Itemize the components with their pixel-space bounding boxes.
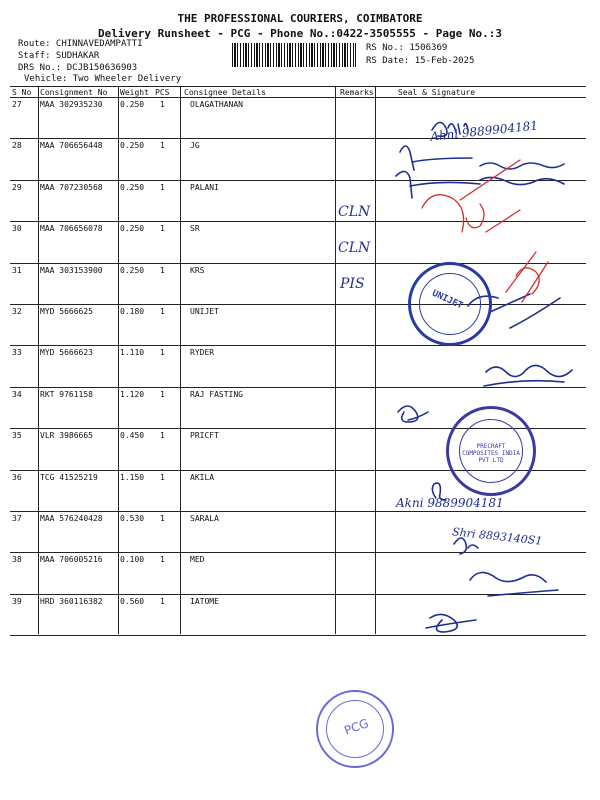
- runsheet-table: [10, 86, 586, 636]
- remark-text: PIS: [340, 276, 365, 292]
- pcs-value: 1: [160, 141, 165, 151]
- consignment-number: MAA 302935230: [40, 100, 103, 109]
- column-header: Remarks: [340, 88, 374, 97]
- serial-number: 37: [12, 514, 22, 523]
- weight-value: 0.250: [120, 182, 145, 192]
- column-header: Seal & Signature: [398, 88, 476, 97]
- pcs-value: 1: [160, 182, 165, 192]
- pcs-value: 1: [160, 596, 165, 606]
- serial-number: 39: [12, 596, 22, 606]
- consignment-number: HRD 360116382: [40, 596, 103, 606]
- pcs-value: 1: [160, 265, 165, 275]
- serial-number: 34: [12, 389, 22, 399]
- consignee-name: MED: [190, 555, 205, 565]
- consignment-number: MYD 5666625: [40, 307, 93, 316]
- column-header: S No: [12, 88, 32, 97]
- unijet-stamp: UNIJET: [408, 262, 492, 346]
- pcs-value: 1: [160, 307, 165, 316]
- serial-number: 30: [12, 224, 22, 234]
- consignment-number: MYD 5666623: [40, 348, 93, 358]
- serial-number: 36: [12, 472, 22, 482]
- serial-number: 32: [12, 307, 22, 316]
- pcs-value: 1: [160, 431, 165, 441]
- consignee-name: PRICFT: [190, 431, 219, 441]
- rs-date: RS Date: 15-Feb-2025: [366, 56, 475, 66]
- rs-number: RS No.: 1506369: [366, 43, 448, 53]
- row-divider: [10, 304, 586, 305]
- serial-number: 38: [12, 555, 22, 565]
- serial-number: 27: [12, 100, 22, 109]
- weight-value: 0.100: [120, 555, 145, 565]
- consignee-name: AKILA: [190, 472, 215, 482]
- weight-value: 0.560: [120, 596, 145, 606]
- consignment-number: MAA 707230568: [40, 182, 103, 192]
- pcs-value: 1: [160, 514, 165, 523]
- weight-value: 0.180: [120, 307, 145, 316]
- column-header: PCS: [155, 88, 170, 97]
- consignee-name: SARALA: [190, 514, 219, 523]
- route-label: Route: CHINNAVEDAMPATTI: [18, 39, 143, 49]
- weight-value: 0.250: [120, 141, 145, 151]
- consignment-number: MAA 303153900: [40, 265, 103, 275]
- consignment-number: RKT 9761158: [40, 389, 93, 399]
- pcs-value: 1: [160, 224, 165, 234]
- consignee-name: SR: [190, 224, 200, 234]
- weight-value: 1.150: [120, 472, 145, 482]
- pcs-value: 1: [160, 100, 165, 109]
- consignee-name: IATOME: [190, 596, 219, 606]
- row-divider: [10, 345, 586, 346]
- pcs-value: 1: [160, 472, 165, 482]
- sheet-subtitle: Delivery Runsheet - PCG - Phone No.:0422-3505555 - Page No.:3: [98, 27, 502, 40]
- serial-number: 28: [12, 141, 22, 151]
- sheet-title: THE PROFESSIONAL COURIERS, COIMBATORE: [177, 12, 423, 25]
- pcg-stamp: PCG: [316, 690, 394, 768]
- remark-text: CLN: [338, 204, 371, 220]
- column-header: Consignment No: [40, 88, 108, 97]
- consignment-number: MAA 576240428: [40, 514, 103, 523]
- vehicle-label: Vehicle: Two Wheeler Delivery: [24, 74, 182, 84]
- row-divider: [10, 138, 586, 139]
- serial-number: 33: [12, 348, 22, 358]
- remark-text: CLN: [338, 240, 371, 256]
- signature-text: Akni 9889904181: [396, 496, 504, 510]
- consignee-name: RYDER: [190, 348, 215, 358]
- row-divider: [10, 511, 586, 512]
- serial-number: 29: [12, 182, 22, 192]
- weight-value: 1.110: [120, 348, 145, 358]
- row-divider: [10, 221, 586, 222]
- signature-text: Ahni 9889904181: [429, 118, 539, 144]
- weight-value: 0.250: [120, 265, 145, 275]
- row-divider: [10, 552, 586, 553]
- consignee-name: KRS: [190, 265, 205, 275]
- consignee-name: RAJ FASTING: [190, 389, 243, 399]
- column-header: Weight: [120, 88, 149, 97]
- consignment-number: TCG 41525219: [40, 472, 98, 482]
- serial-number: 31: [12, 265, 22, 275]
- row-divider: [10, 387, 586, 388]
- column-header: Consignee Details: [184, 88, 266, 97]
- consignment-number: MAA 706656448: [40, 141, 103, 151]
- consignee-name: OLAGATHANAN: [190, 100, 243, 109]
- weight-value: 1.120: [120, 389, 145, 399]
- weight-value: 0.530: [120, 514, 145, 523]
- weight-value: 0.250: [120, 224, 145, 234]
- row-divider: [10, 263, 586, 264]
- consignment-number: MAA 706656078: [40, 224, 103, 234]
- precraft-stamp: PRECRAFT COMPOSITES INDIA PVT LTD: [446, 406, 536, 496]
- pcs-value: 1: [160, 555, 165, 565]
- weight-value: 0.250: [120, 100, 145, 109]
- consignment-number: MAA 706005216: [40, 555, 103, 565]
- weight-value: 0.450: [120, 431, 145, 441]
- pcs-value: 1: [160, 389, 165, 399]
- signature-text: Shri 8893140S1: [451, 525, 543, 548]
- serial-number: 35: [12, 431, 22, 441]
- consignee-name: PALANI: [190, 182, 219, 192]
- consignee-name: JG: [190, 141, 200, 151]
- row-divider: [10, 594, 586, 595]
- row-divider: [10, 180, 586, 181]
- pcs-value: 1: [160, 348, 165, 358]
- staff-label: Staff: SUDHAKAR: [18, 51, 100, 61]
- barcode: [232, 43, 356, 67]
- consignment-number: VLR 3986665: [40, 431, 93, 441]
- consignee-name: UNIJET: [190, 307, 219, 316]
- drs-number: DRS No.: DCJB150636903: [18, 63, 138, 73]
